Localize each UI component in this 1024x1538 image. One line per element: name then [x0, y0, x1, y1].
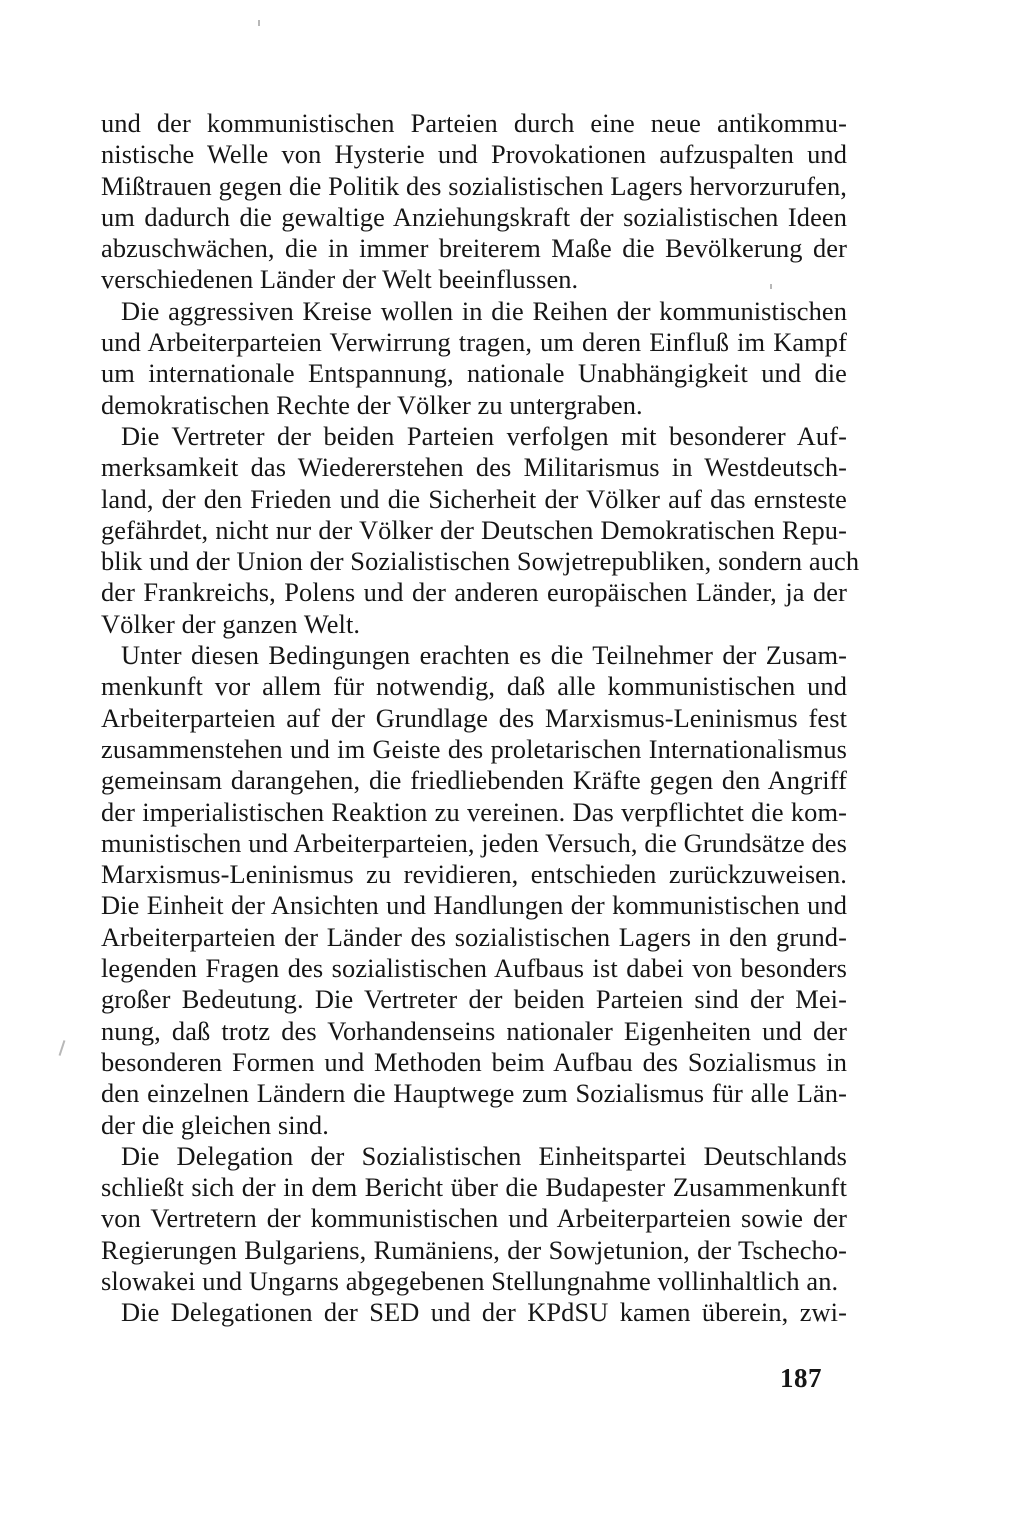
- paragraph: [101, 640, 847, 1141]
- text-line: Unter diesen Bedingungen erachten es die Teilnehmer der Zusam-: [121, 640, 847, 671]
- text-line: Die Einheit der Ansichten und Handlungen der kommunistischen und: [101, 890, 847, 921]
- text-line: legenden Fragen des sozialistischen Aufbaus ist dabei von besonders: [101, 953, 847, 984]
- text-line: um internationale Entspannung, nationale Unabhängigkeit und die: [101, 358, 847, 389]
- text-line: von Vertretern der kommunistischen und Arbeiterparteien sowie der: [101, 1203, 847, 1234]
- scan-mark-margin: [59, 1040, 66, 1056]
- text-line: den einzelnen Ländern die Hauptwege zum Sozialismus für alle Län-: [101, 1078, 847, 1109]
- text-line: land, der den Frieden und die Sicherheit der Völker auf das ernsteste: [101, 483, 847, 514]
- text-line: verschiedenen Länder der Welt beeinflussen.: [101, 264, 579, 295]
- text-line: der imperialistischen Reaktion zu vereinen. Das verpflichtet die kom-: [101, 796, 847, 827]
- text-line: Völker der ganzen Welt.: [101, 608, 361, 639]
- text-line: gemeinsam darangehen, die friedliebenden Kräfte gegen den Angriff: [101, 765, 847, 796]
- text-line: besonderen Formen und Methoden beim Aufbau des Sozialismus in: [101, 1046, 847, 1077]
- text-line: slowakei und Ungarns abgegebenen Stellungnahme vollinhaltlich an.: [101, 1265, 839, 1296]
- text-line: abzuschwächen, die in immer breiterem Maße die Bevölkerung der: [101, 233, 847, 264]
- paragraph: [101, 1141, 847, 1297]
- text-line: schließt sich der in dem Bericht über die Budapester Zusammenkunft: [101, 1172, 847, 1203]
- text-line: Arbeiterparteien der Länder des sozialistischen Lagers in den grund-: [101, 921, 847, 952]
- paragraph: [101, 1297, 847, 1328]
- text-line: großer Bedeutung. Die Vertreter der beiden Parteien sind der Mei-: [101, 984, 847, 1015]
- text-line: gefährdet, nicht nur der Völker der Deutschen Demokratischen Repu-: [101, 514, 847, 545]
- text-line: Die aggressiven Kreise wollen in die Reihen der kommunistischen: [121, 295, 847, 326]
- text-line: um dadurch die gewaltige Anziehungskraft der sozialistischen Ideen: [101, 201, 847, 232]
- text-line: blik und der Union der Sozialistischen Sowjetrepubliken, sondern auch: [101, 546, 860, 577]
- text-line: Mißtrauen gegen die Politik des sozialistischen Lagers hervorzurufen,: [101, 170, 847, 201]
- body-text: [101, 108, 860, 1329]
- scan-mark-top: [258, 20, 260, 26]
- text-line: nistische Welle von Hysterie und Provokationen aufzuspalten und: [101, 139, 847, 170]
- text-line: nung, daß trotz des Vorhandenseins nationaler Eigenheiten und der: [101, 1015, 847, 1046]
- paragraph: [101, 296, 847, 421]
- text-line: menkunft vor allem für notwendig, daß alle kommunistischen und: [101, 671, 847, 702]
- text-line: zusammenstehen und im Geiste des proletarischen Internationalismus: [101, 733, 847, 764]
- text-line: Marxismus-Leninismus zu revidieren, entschieden zurückzuweisen.: [101, 859, 847, 890]
- text-line: der Frankreichs, Polens und der anderen europäischen Länder, ja der: [101, 577, 847, 608]
- text-line: merksamkeit das Wiedererstehen des Militarismus in Westdeutsch-: [101, 452, 847, 483]
- text-line: munistischen und Arbeiterparteien, jeden Versuch, die Grundsätze des: [101, 827, 847, 858]
- text-line: Arbeiterparteien auf der Grundlage des Marxismus-Leninismus fest: [101, 702, 847, 733]
- text-line: Die Delegation der Sozialistischen Einheitspartei Deutschlands: [121, 1140, 847, 1171]
- paragraph: [101, 420, 860, 640]
- text-line: Regierungen Bulgariens, Rumäniens, der Sowjetunion, der Tschecho-: [101, 1234, 847, 1265]
- text-line: demokratischen Rechte der Völker zu untergraben.: [101, 389, 643, 420]
- text-line: Die Delegationen der SED und der KPdSU kamen überein, zwi-: [121, 1297, 847, 1328]
- paragraph: [101, 108, 847, 296]
- page-number: 187: [780, 1363, 822, 1393]
- text-line: und der kommunistischen Parteien durch eine neue antikommu-: [101, 108, 847, 138]
- text-line: Die Vertreter der beiden Parteien verfolgen mit besonderer Auf-: [121, 420, 847, 451]
- text-line: und Arbeiterparteien Verwirrung tragen, um deren Einfluß im Kampf: [101, 327, 847, 358]
- text-line: der die gleichen sind.: [101, 1109, 329, 1140]
